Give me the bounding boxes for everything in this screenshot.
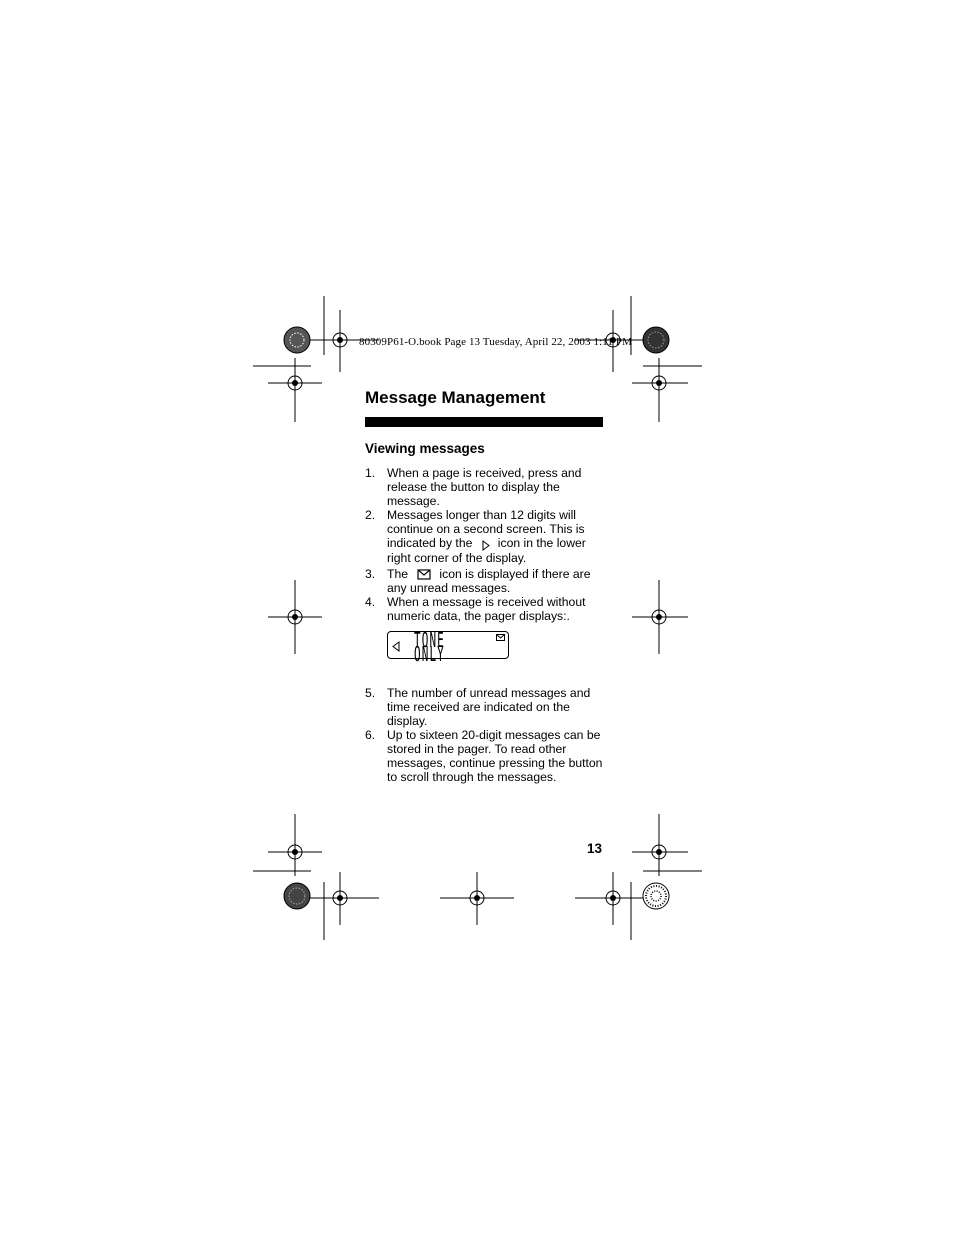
arrow-right-icon [482,540,490,551]
list-item [365,567,605,595]
list-number: 3. [365,566,376,581]
display-text: TONE ONLY [414,627,445,666]
list-text: The [387,566,409,581]
list-text: icon is displayed if there are any unread messages. [387,566,591,595]
list-text: When a page is received, press and release the button to display the message. [387,466,582,508]
list-text: When a message is received without numeric data, the pager displays:. [387,594,586,623]
section-title: Message Management [365,388,546,407]
print-header: 80309P61-O.book Page 13 Tuesday, April 22, 2003 1:11 PM [359,336,632,348]
envelope-icon [496,634,505,641]
list-number: 2. [365,508,376,522]
page-number: 13 [587,841,603,856]
list-item [365,728,605,784]
pager-display [387,627,509,666]
list-number: 6. [365,727,376,742]
list-text: Up to sixteen 20-digit messages can be stored in the pager. To read other messages, continue pressing the button to scroll through the messages. [387,727,603,784]
list-item [365,594,605,666]
list-item [365,466,605,508]
list-text: The number of unread messages and time received are indicated on the display. [387,685,591,728]
list-text: icon in the lower right corner of the display. [387,536,586,565]
list-number: 5. [365,685,376,700]
envelope-icon [417,569,431,580]
arrow-left-icon [392,641,400,652]
list-item [365,508,605,565]
list-item [365,686,605,728]
list-number: 1. [365,466,376,480]
title-rule [365,417,603,427]
subsection-title: Viewing messages [365,441,485,456]
list-number: 4. [365,594,376,609]
instruction-list [365,466,605,784]
list-text: Messages longer than 12 digits will continue on a second screen. This is indicated by the [387,508,585,550]
